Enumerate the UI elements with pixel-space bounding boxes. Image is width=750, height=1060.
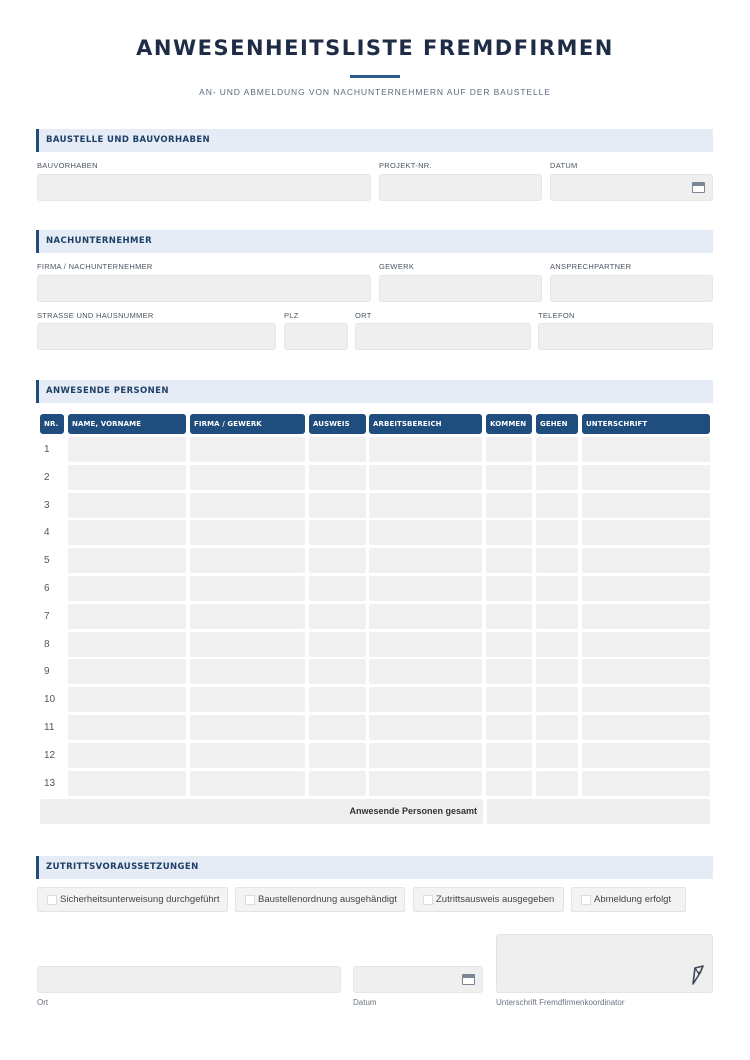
col-header-firma: FIRMA / GEWERK — [190, 414, 305, 434]
arbeitsbereich-cell[interactable] — [369, 743, 482, 768]
kommen-cell[interactable] — [486, 548, 532, 573]
gehen-cell[interactable] — [536, 548, 578, 573]
row-number: 1 — [44, 444, 50, 455]
unterschrift-cell[interactable] — [582, 715, 710, 740]
gehen-cell[interactable] — [536, 715, 578, 740]
ausweis-cell[interactable] — [309, 493, 366, 518]
title-underline — [350, 75, 400, 78]
firma-cell[interactable] — [190, 604, 305, 629]
gewerk-label: GEWERK — [379, 262, 415, 271]
name-cell[interactable] — [68, 604, 186, 629]
telefon-label: TELEFON — [538, 311, 575, 320]
gehen-cell[interactable] — [536, 576, 578, 601]
ausweis-cell[interactable] — [309, 632, 366, 657]
firma-cell[interactable] — [190, 687, 305, 712]
firma-cell[interactable] — [190, 493, 305, 518]
firma-cell[interactable] — [190, 520, 305, 545]
name-cell[interactable] — [68, 437, 186, 462]
kommen-cell[interactable] — [486, 659, 532, 684]
unterschrift-cell[interactable] — [582, 520, 710, 545]
ausweis-cell[interactable] — [309, 548, 366, 573]
plz-label: PLZ — [284, 311, 299, 320]
row-number: 12 — [44, 749, 56, 761]
row-number: 5 — [44, 555, 50, 567]
gehen-cell[interactable] — [536, 437, 578, 462]
kommen-cell[interactable] — [486, 520, 532, 545]
arbeitsbereich-cell[interactable] — [369, 632, 482, 657]
kommen-cell[interactable] — [486, 743, 532, 768]
firma-cell[interactable] — [190, 548, 305, 573]
arbeitsbereich-cell[interactable] — [369, 659, 482, 684]
check-zutrittsausweis[interactable] — [413, 887, 564, 912]
name-cell[interactable] — [68, 743, 186, 768]
row-number: 10 — [44, 694, 56, 706]
gehen-cell[interactable] — [536, 520, 578, 545]
check-label: Sicherheitsunterweisung durchgeführt — [60, 894, 220, 905]
firma-field[interactable] — [37, 275, 371, 302]
ausweis-cell[interactable] — [309, 604, 366, 629]
arbeitsbereich-cell[interactable] — [369, 520, 482, 545]
kommen-cell[interactable] — [486, 465, 532, 490]
name-cell[interactable] — [68, 548, 186, 573]
firma-cell[interactable] — [190, 715, 305, 740]
ansprechpartner-label: ANSPRECHPARTNER — [550, 262, 632, 271]
unterschrift-cell[interactable] — [582, 493, 710, 518]
name-cell[interactable] — [68, 632, 186, 657]
checkbox[interactable] — [245, 895, 255, 905]
col-header-kommen: KOMMEN — [486, 414, 532, 434]
name-cell[interactable] — [68, 493, 186, 518]
row-number: 4 — [44, 527, 50, 539]
total-persons-label: Anwesende Personen gesamt — [40, 799, 483, 824]
total-persons-field[interactable] — [487, 799, 710, 824]
row-number: 6 — [44, 583, 50, 594]
ausweis-cell[interactable] — [309, 715, 366, 740]
section-baustelle-header: BAUSTELLE UND BAUVORHABEN — [36, 129, 713, 152]
datum-label: DATUM — [550, 161, 578, 170]
check-sicherheitsunterweisung[interactable] — [37, 887, 228, 912]
firma-label: FIRMA / NACHUNTERNEHMER — [37, 262, 153, 271]
ausweis-cell[interactable] — [309, 437, 366, 462]
arbeitsbereich-cell[interactable] — [369, 771, 482, 796]
unterschrift-cell[interactable] — [582, 632, 710, 657]
plz-field[interactable] — [284, 323, 348, 350]
check-abmeldung[interactable] — [571, 887, 686, 912]
checkbox[interactable] — [47, 895, 57, 905]
kommen-cell[interactable] — [486, 771, 532, 796]
telefon-field[interactable] — [538, 323, 713, 350]
row-number: 3 — [44, 499, 50, 511]
name-cell[interactable] — [68, 771, 186, 796]
kommen-cell[interactable] — [486, 493, 532, 518]
col-header-gehen: GEHEN — [536, 414, 578, 434]
gehen-cell[interactable] — [536, 632, 578, 657]
ausweis-cell[interactable] — [309, 687, 366, 712]
name-cell[interactable] — [68, 659, 186, 684]
page-title: ANWESENHEITSLISTE FREMDFIRMEN — [136, 36, 614, 60]
section-zutritt-header: ZUTRITTSVORAUSSETZUNGEN — [36, 856, 713, 879]
ausweis-cell[interactable] — [309, 771, 366, 796]
kommen-cell[interactable] — [486, 604, 532, 629]
gehen-cell[interactable] — [536, 743, 578, 768]
gehen-cell[interactable] — [536, 465, 578, 490]
gehen-cell[interactable] — [536, 604, 578, 629]
row-number: 2 — [44, 471, 50, 483]
firma-cell[interactable] — [190, 659, 305, 684]
row-number: 13 — [44, 777, 56, 789]
datum-caption: Datum — [353, 998, 377, 1007]
name-cell[interactable] — [68, 576, 186, 601]
firma-cell[interactable] — [190, 743, 305, 768]
calendar-icon[interactable] — [462, 974, 475, 985]
kommen-cell[interactable] — [486, 437, 532, 462]
unterschrift-cell[interactable] — [582, 771, 710, 796]
row-number: 9 — [44, 666, 50, 678]
col-header-name: NAME, VORNAME — [68, 414, 186, 434]
gehen-cell[interactable] — [536, 687, 578, 712]
kommen-cell[interactable] — [486, 715, 532, 740]
arbeitsbereich-cell[interactable] — [369, 465, 482, 490]
arbeitsbereich-cell[interactable] — [369, 604, 482, 629]
ort-label: ORT — [355, 311, 372, 320]
calendar-icon[interactable] — [692, 182, 705, 193]
unterschrift-cell[interactable] — [582, 743, 710, 768]
bauvorhaben-label: BAUVORHABEN — [37, 161, 98, 170]
kommen-cell[interactable] — [486, 576, 532, 601]
ort-field[interactable] — [355, 323, 531, 350]
gehen-cell[interactable] — [536, 659, 578, 684]
row-number: 8 — [44, 638, 50, 650]
datum-field[interactable] — [550, 174, 713, 201]
projekt-nr-label: PROJEKT-NR. — [379, 161, 432, 170]
pen-icon — [690, 964, 706, 986]
arbeitsbereich-cell[interactable] — [369, 548, 482, 573]
check-label: Abmeldung erfolgt — [594, 894, 672, 905]
kommen-cell[interactable] — [486, 687, 532, 712]
check-label: Zutrittsausweis ausgegeben — [436, 894, 555, 905]
ort-caption: Ort — [37, 998, 49, 1007]
col-header-nr: NR. — [40, 414, 64, 434]
firma-cell[interactable] — [190, 437, 305, 462]
arbeitsbereich-cell[interactable] — [369, 576, 482, 601]
arbeitsbereich-cell[interactable] — [369, 687, 482, 712]
col-header-ausweis: AUSWEIS — [309, 414, 366, 434]
unterschrift-cell[interactable] — [582, 548, 710, 573]
strasse-field[interactable] — [37, 323, 276, 350]
name-cell[interactable] — [68, 715, 186, 740]
name-cell[interactable] — [68, 465, 186, 490]
firma-cell[interactable] — [190, 576, 305, 601]
ausweis-cell[interactable] — [309, 576, 366, 601]
col-header-arbeitsbereich: ARBEITSBEREICH — [369, 414, 482, 434]
section-personen-header: ANWESENDE PERSONEN — [36, 380, 713, 403]
checkbox[interactable] — [581, 895, 591, 905]
unterschrift-cell[interactable] — [582, 659, 710, 684]
bauvorhaben-field[interactable] — [37, 174, 371, 201]
signature-caption: Unterschrift Fremdfirmenkoordinator — [496, 998, 625, 1007]
row-number: 7 — [44, 610, 50, 622]
signature-field[interactable] — [496, 934, 713, 993]
projekt-nr-field[interactable] — [379, 174, 542, 201]
checkbox[interactable] — [423, 895, 433, 905]
unterschrift-cell[interactable] — [582, 604, 710, 629]
kommen-cell[interactable] — [486, 632, 532, 657]
ort-sign-field[interactable] — [37, 966, 341, 993]
name-cell[interactable] — [68, 687, 186, 712]
ansprechpartner-field[interactable] — [550, 275, 713, 302]
strasse-label: STRASSE UND HAUSNUMMER — [37, 311, 154, 320]
check-label: Baustellenordnung ausgehändigt — [258, 894, 397, 905]
arbeitsbereich-cell[interactable] — [369, 493, 482, 518]
ausweis-cell[interactable] — [309, 659, 366, 684]
col-header-unterschrift: UNTERSCHRIFT — [582, 414, 710, 434]
gewerk-field[interactable] — [379, 275, 542, 302]
firma-cell[interactable] — [190, 465, 305, 490]
ausweis-cell[interactable] — [309, 465, 366, 490]
ausweis-cell[interactable] — [309, 743, 366, 768]
unterschrift-cell[interactable] — [582, 687, 710, 712]
check-baustellenordnung[interactable] — [235, 887, 405, 912]
row-number: 11 — [44, 722, 55, 733]
firma-cell[interactable] — [190, 632, 305, 657]
unterschrift-cell[interactable] — [582, 437, 710, 462]
gehen-cell[interactable] — [536, 493, 578, 518]
unterschrift-cell[interactable] — [582, 576, 710, 601]
page-subtitle: AN- UND ABMELDUNG VON NACHUNTERNEHMERN AUF DER BAUSTELLE — [199, 87, 551, 97]
name-cell[interactable] — [68, 520, 186, 545]
ausweis-cell[interactable] — [309, 520, 366, 545]
gehen-cell[interactable] — [536, 771, 578, 796]
arbeitsbereich-cell[interactable] — [369, 715, 482, 740]
section-nachunternehmer-header: NACHUNTERNEHMER — [36, 230, 713, 253]
datum-sign-field[interactable] — [353, 966, 483, 993]
arbeitsbereich-cell[interactable] — [369, 437, 482, 462]
unterschrift-cell[interactable] — [582, 465, 710, 490]
firma-cell[interactable] — [190, 771, 305, 796]
